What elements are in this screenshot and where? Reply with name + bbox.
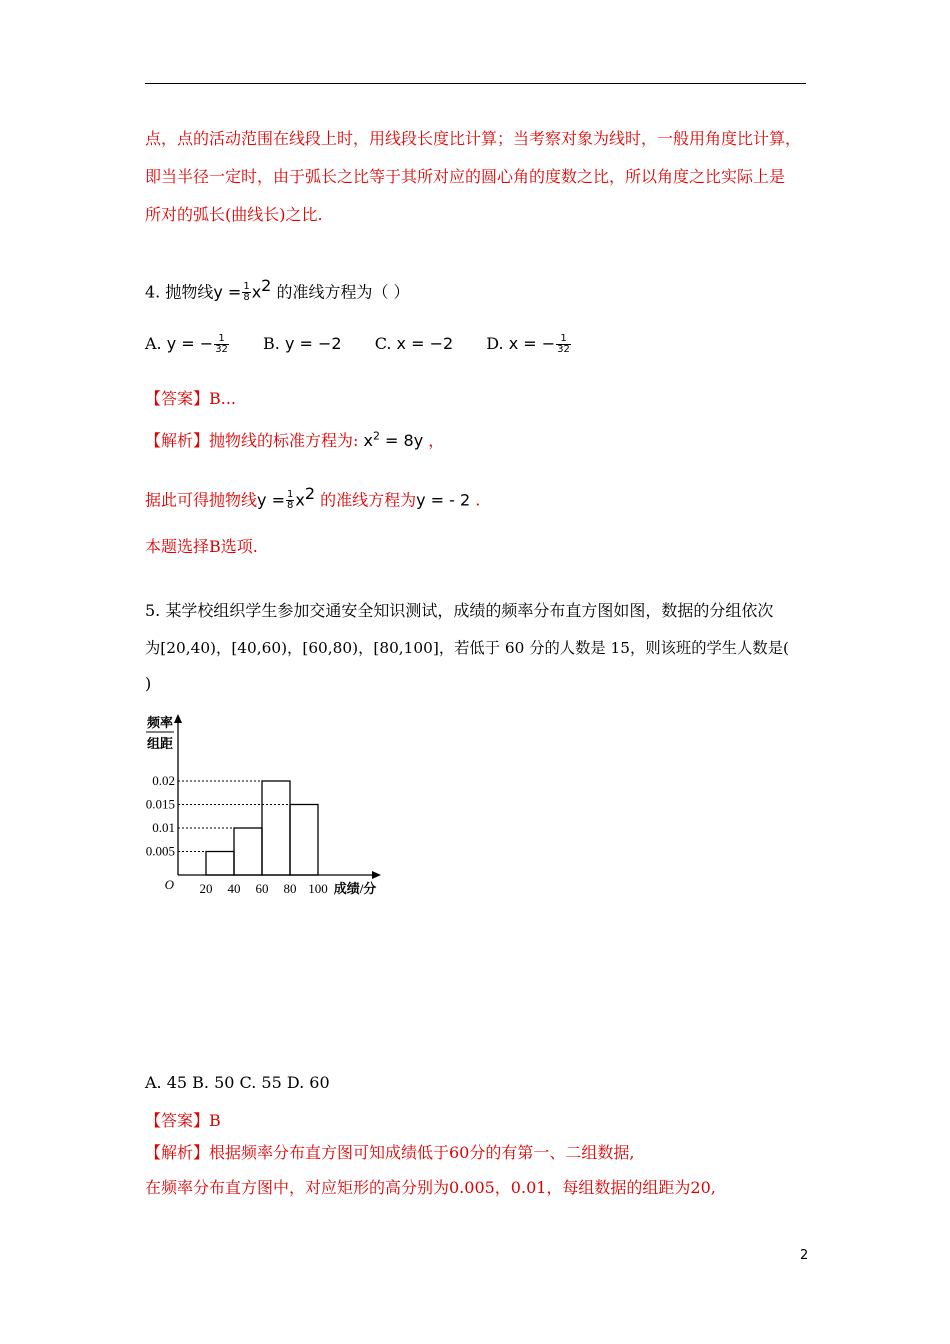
origin-label: O [164, 877, 174, 892]
x-tick-label: 100 [308, 881, 328, 896]
q4-option-b-eq: y = −2 [284, 334, 342, 353]
q4-option-a-den: 32 [215, 344, 228, 355]
q4-analysis-eq [364, 431, 424, 450]
q5-stem-line-1: 5. 某学校组织学生参加交通安全知识测试，成绩的频率分布直方图如图，数据的分组依次 [145, 601, 774, 620]
x-tick-label: 80 [283, 881, 297, 896]
q4-option-c [375, 334, 454, 353]
q4-analysis-eq-exp: 2 [372, 429, 380, 443]
q4-option-d [486, 334, 572, 355]
q4-line2-prefix: 据此可得抛物线 [145, 490, 258, 510]
q5-answer: 【答案】B [145, 1111, 221, 1130]
q4-fraction [242, 282, 250, 303]
q4-options [145, 334, 600, 355]
q4-option-b [263, 334, 342, 353]
y-axis-label-bottom: 组距 [146, 736, 174, 751]
x-tick-label: 20 [199, 881, 213, 896]
q4-analysis-suffix: ， [428, 431, 445, 450]
q5-stem-line-3: ) [145, 674, 152, 693]
q4-eq-exp: 2 [261, 276, 272, 295]
q4-line2-num: 1 [286, 489, 294, 501]
q4-option-a-label: A. [145, 334, 162, 353]
y-tick-label: 0.015 [145, 796, 175, 812]
q4-frac-den: 8 [243, 292, 250, 304]
y-tick-label: 0.005 [145, 843, 175, 859]
q4-option-d-lhs: x = − [508, 334, 556, 353]
q4-eq-var: x [251, 282, 262, 302]
q4-analysis-eq-rhs: = 8y [379, 431, 424, 450]
x-axis-arrow [372, 871, 381, 879]
q4-suffix: 的准线方程为（ ） [271, 282, 410, 302]
q4-line2-exp: 2 [304, 484, 316, 503]
q5-analysis-1: 【解析】根据频率分布直方图可知成绩低于60分的有第一、二组数据, [145, 1143, 635, 1162]
q4-conclusion: 本题选择B选项. [145, 537, 258, 556]
q4-line2-lhs: y = [257, 490, 285, 510]
q4-analysis [145, 428, 444, 451]
q4-option-d-den: 32 [557, 344, 570, 355]
histogram-bar [290, 805, 318, 876]
q5-analysis-2: 在频率分布直方图中，对应矩形的高分别为0.005，0.01，每组数据的组距为20, [145, 1178, 716, 1197]
q4-line2-mid: 的准线方程为 [315, 490, 417, 510]
histogram-bar [262, 781, 290, 875]
q4-answer: 【答案】B... [145, 389, 237, 408]
q4-line2-end: . [470, 490, 481, 510]
q4-analysis-line-2 [145, 484, 480, 511]
intro-line-3: 所对的弧长(曲线长)之比. [145, 205, 323, 224]
y-tick-label: 0.01 [152, 820, 175, 835]
q4-option-a-num: 1 [214, 334, 229, 345]
q4-line2-var: x [295, 490, 305, 510]
header-rule [145, 83, 806, 84]
q4-frac-num: 1 [243, 281, 250, 293]
x-axis-label: 成绩/分 [333, 881, 377, 896]
q4-option-d-fraction [556, 334, 571, 355]
q4-option-d-num: 1 [556, 334, 571, 345]
histogram-bar [206, 852, 234, 876]
q4-line2-den: 8 [286, 500, 294, 512]
q5-stem-line-2: 为[20,40)，[40,60)，[60,80)，[80,100]，若低于 60 分的人数是 15，则该班的学生人数是( [145, 639, 789, 657]
q4-option-a-fraction [214, 334, 229, 355]
histogram-bar [234, 828, 262, 875]
q4-analysis-prefix: 【解析】抛物线的标准方程为: [145, 431, 359, 450]
q4-option-c-label: C. [374, 334, 392, 353]
y-tick-label: 0.02 [152, 773, 175, 788]
q4-line2-fraction [286, 490, 294, 511]
q4-option-a [145, 334, 230, 355]
q4-option-c-eq: x = −2 [396, 334, 454, 353]
q4-stem [145, 276, 410, 303]
q4-eq-lhs: y = [213, 282, 242, 302]
y-axis-arrow [174, 714, 182, 723]
y-axis-label-top: 频率 [146, 715, 174, 730]
intro-line-2: 即当半径一定时，由于弧长之比等于其所对应的圆心角的度数之比，所以角度之比实际上是 [145, 167, 786, 186]
q4-line2-eq: y = - 2 [416, 490, 471, 510]
q4-option-a-lhs: y = − [166, 334, 214, 353]
q4-option-d-label: D. [486, 334, 504, 353]
frequency-histogram [140, 705, 400, 905]
q4-option-b-label: B. [263, 334, 280, 353]
q5-options: A. 45 B. 50 C. 55 D. 60 [145, 1073, 330, 1092]
x-tick-label: 40 [227, 881, 241, 896]
intro-line-1: 点，点的活动范围在线段上时，用线段长度比计算；当考察对象为线时，一般用角度比计算， [145, 129, 802, 148]
q4-analysis-eq-var: x [363, 431, 373, 450]
x-tick-label: 60 [255, 881, 269, 896]
page-number: 2 [800, 1248, 809, 1263]
q4-prefix: 4. 抛物线 [145, 282, 214, 302]
